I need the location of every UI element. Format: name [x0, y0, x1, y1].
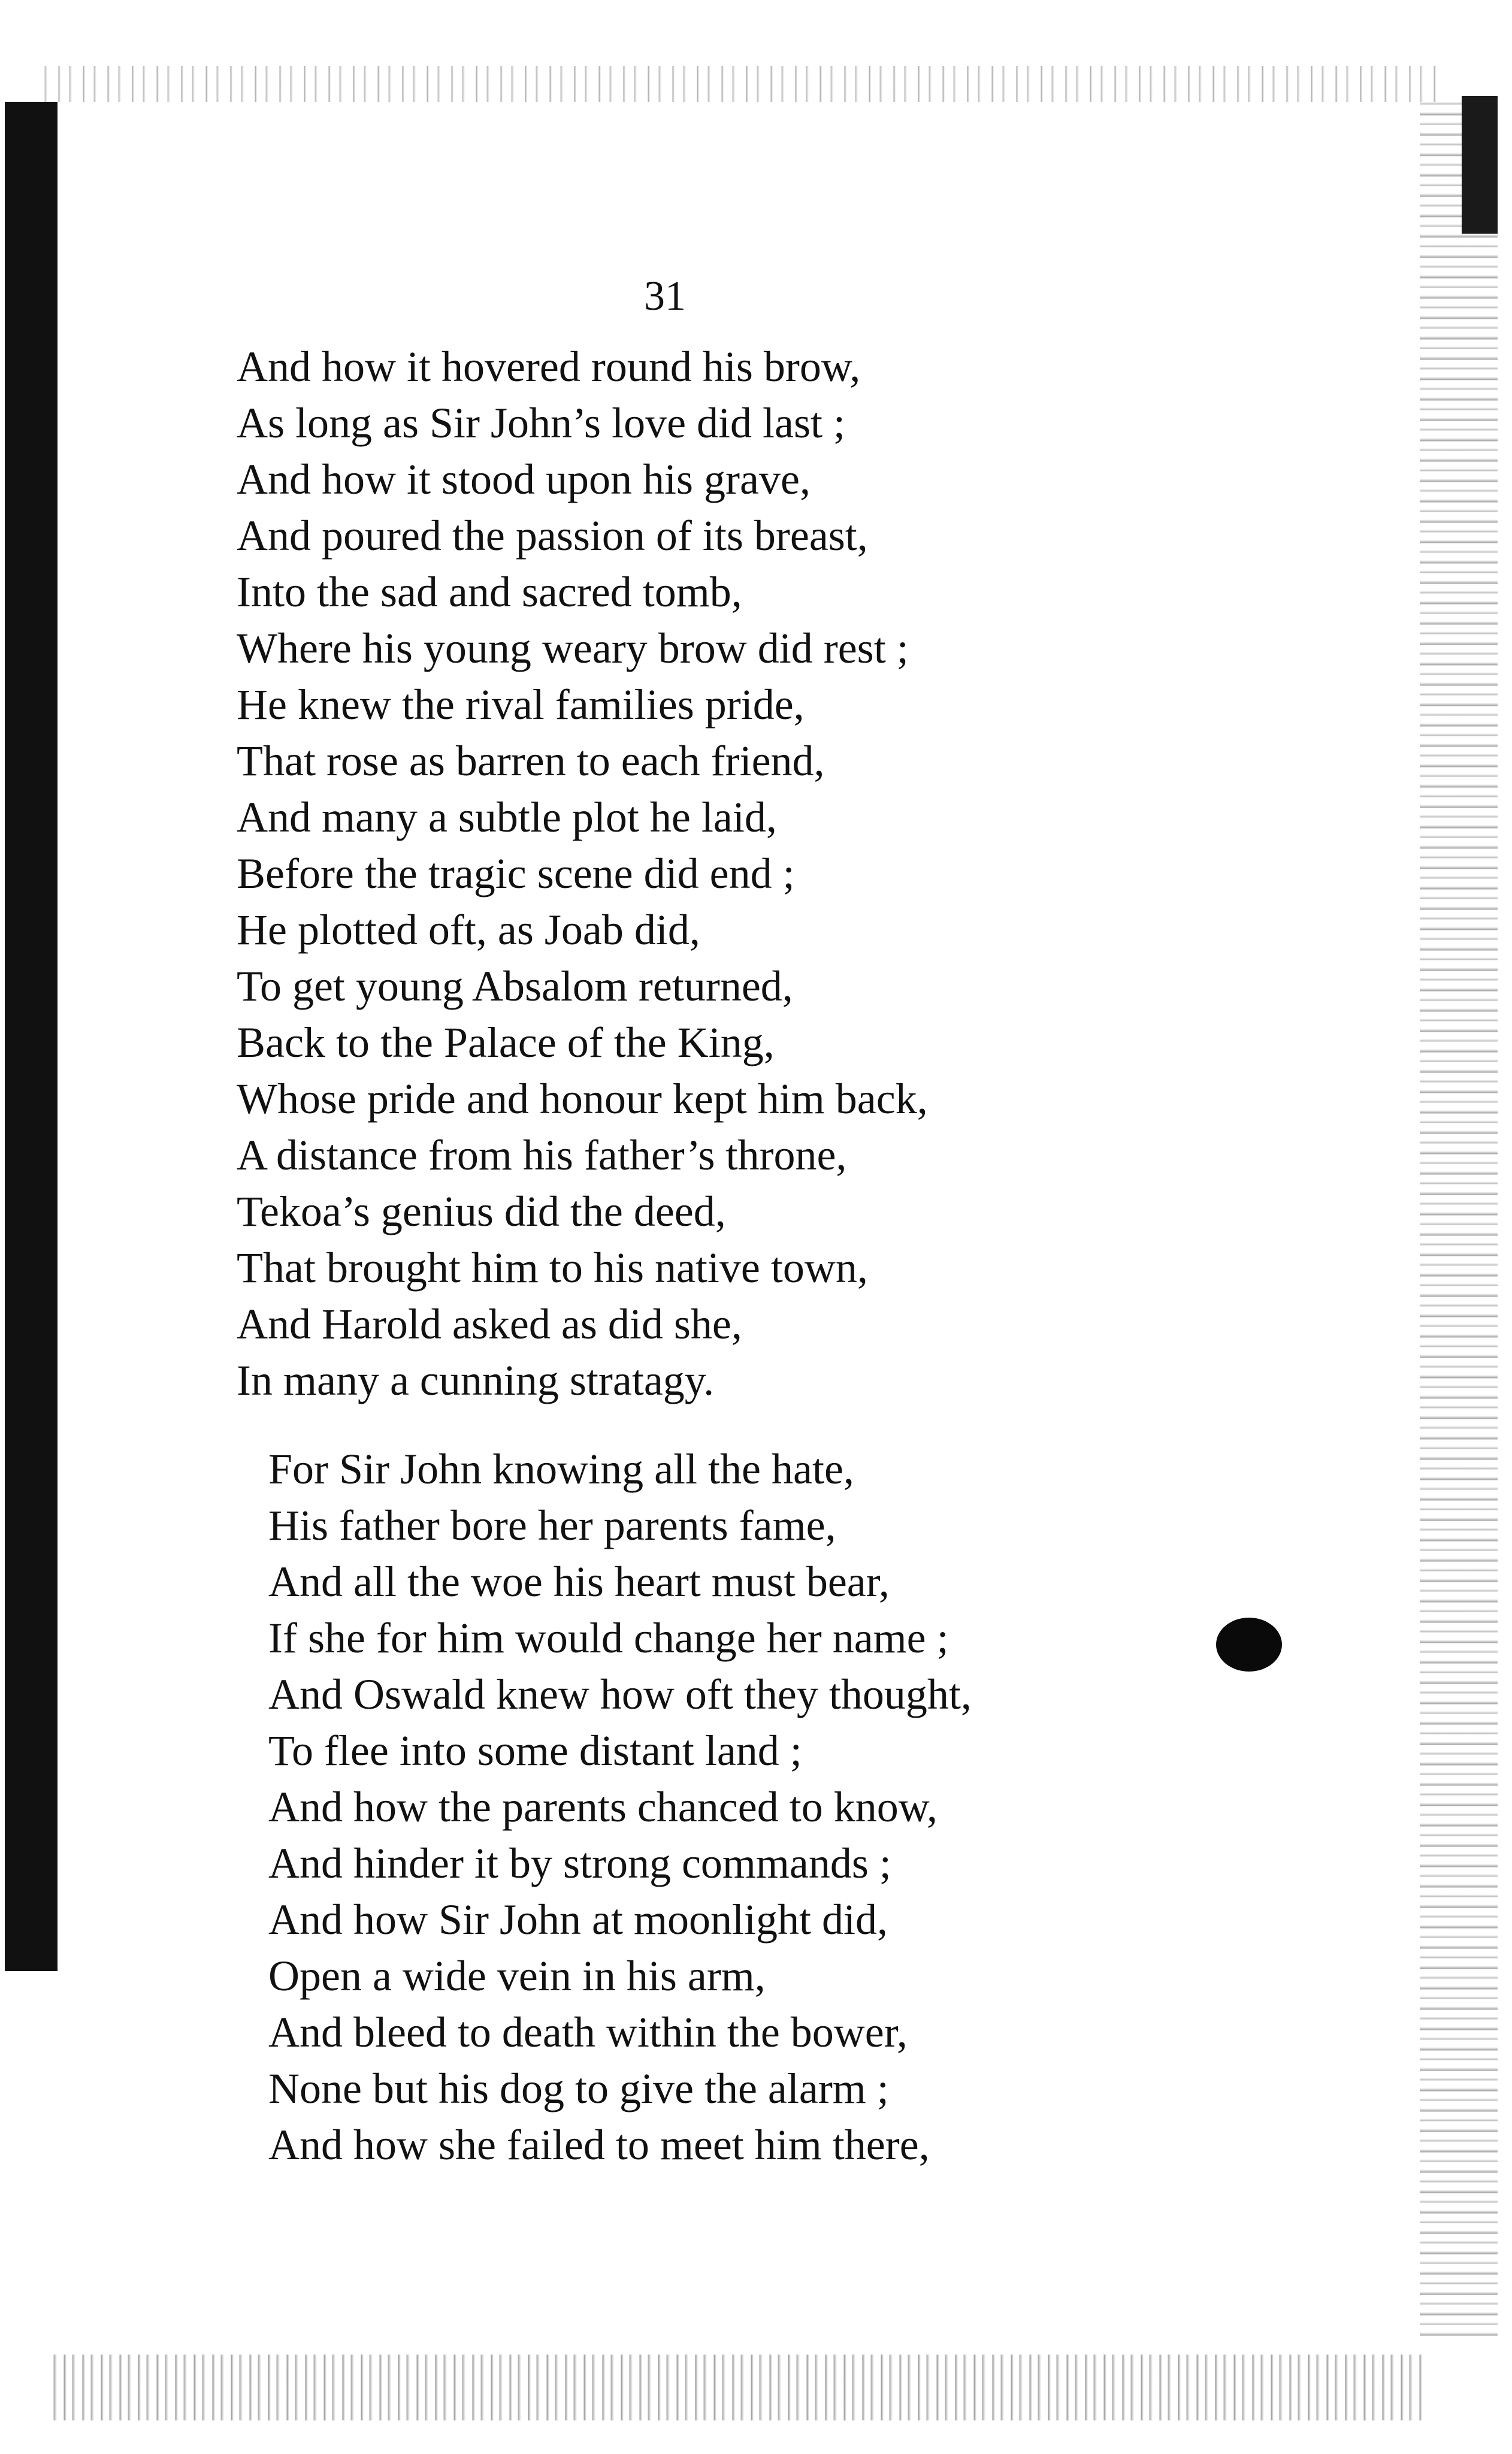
verse-line: And how she failed to meet him there,: [268, 2121, 930, 2169]
verse-line: He knew the rival families pride,: [237, 681, 805, 729]
verse-line: And hinder it by strong commands ;: [268, 1839, 891, 1887]
stanza-2: [268, 1441, 972, 2173]
bottom-edge-speckle: [48, 2355, 1426, 2420]
verse-line: Back to the Palace of the King,: [237, 1019, 775, 1066]
verse-line: And poured the passion of its breast,: [237, 512, 868, 560]
verse-line: And how Sir John at moonlight did,: [268, 1896, 888, 1944]
verse-line: If she for him would change her name ;: [268, 1614, 949, 1662]
verse-line: And bleed to death within the bower,: [268, 2008, 908, 2056]
verse-line: And many a subtle plot he laid,: [237, 793, 777, 841]
right-edge-speckle: [1420, 102, 1498, 2343]
top-edge-speckle: [36, 66, 1438, 102]
verse-line: Open a wide vein in his arm,: [268, 1952, 766, 2000]
binding-shadow: [5, 102, 58, 1971]
stanza-1: [237, 339, 928, 1409]
verse-line: And how it hovered round his brow,: [237, 343, 861, 391]
verse-line: His father bore her parents fame,: [268, 1501, 836, 1549]
right-edge-shadow: [1462, 96, 1498, 234]
verse-line: For Sir John knowing all the hate,: [268, 1445, 854, 1493]
verse-line: A distance from his father’s throne,: [237, 1131, 847, 1179]
ink-blot: [1216, 1618, 1282, 1672]
verse-line: None but his dog to give the alarm ;: [268, 2065, 889, 2113]
verse-line: And Oswald knew how oft they thought,: [268, 1670, 972, 1718]
verse-line: Where his young weary brow did rest ;: [237, 624, 909, 672]
verse-line: As long as Sir John’s love did last ;: [237, 399, 846, 447]
verse-line: In many a cunning stratagy.: [237, 1356, 715, 1404]
page-number: 31: [644, 273, 686, 319]
verse-line: And how the parents chanced to know,: [268, 1783, 938, 1831]
verse-line: To get young Absalom returned,: [237, 962, 793, 1010]
verse-line: And how it stood upon his grave,: [237, 455, 811, 503]
verse-line: To flee into some distant land ;: [268, 1727, 802, 1775]
verse-line: That rose as barren to each friend,: [237, 737, 825, 785]
verse-line: And Harold asked as did she,: [237, 1300, 742, 1348]
verse-line: He plotted oft, as Joab did,: [237, 906, 700, 954]
verse-line: Into the sad and sacred tomb,: [237, 568, 742, 616]
verse-line: That brought him to his native town,: [237, 1244, 868, 1292]
verse-line: Before the tragic scene did end ;: [237, 850, 795, 897]
verse-line: Whose pride and honour kept him back,: [237, 1075, 928, 1123]
verse-line: And all the woe his heart must bear,: [268, 1558, 890, 1606]
verse-line: Tekoa’s genius did the deed,: [237, 1187, 726, 1235]
